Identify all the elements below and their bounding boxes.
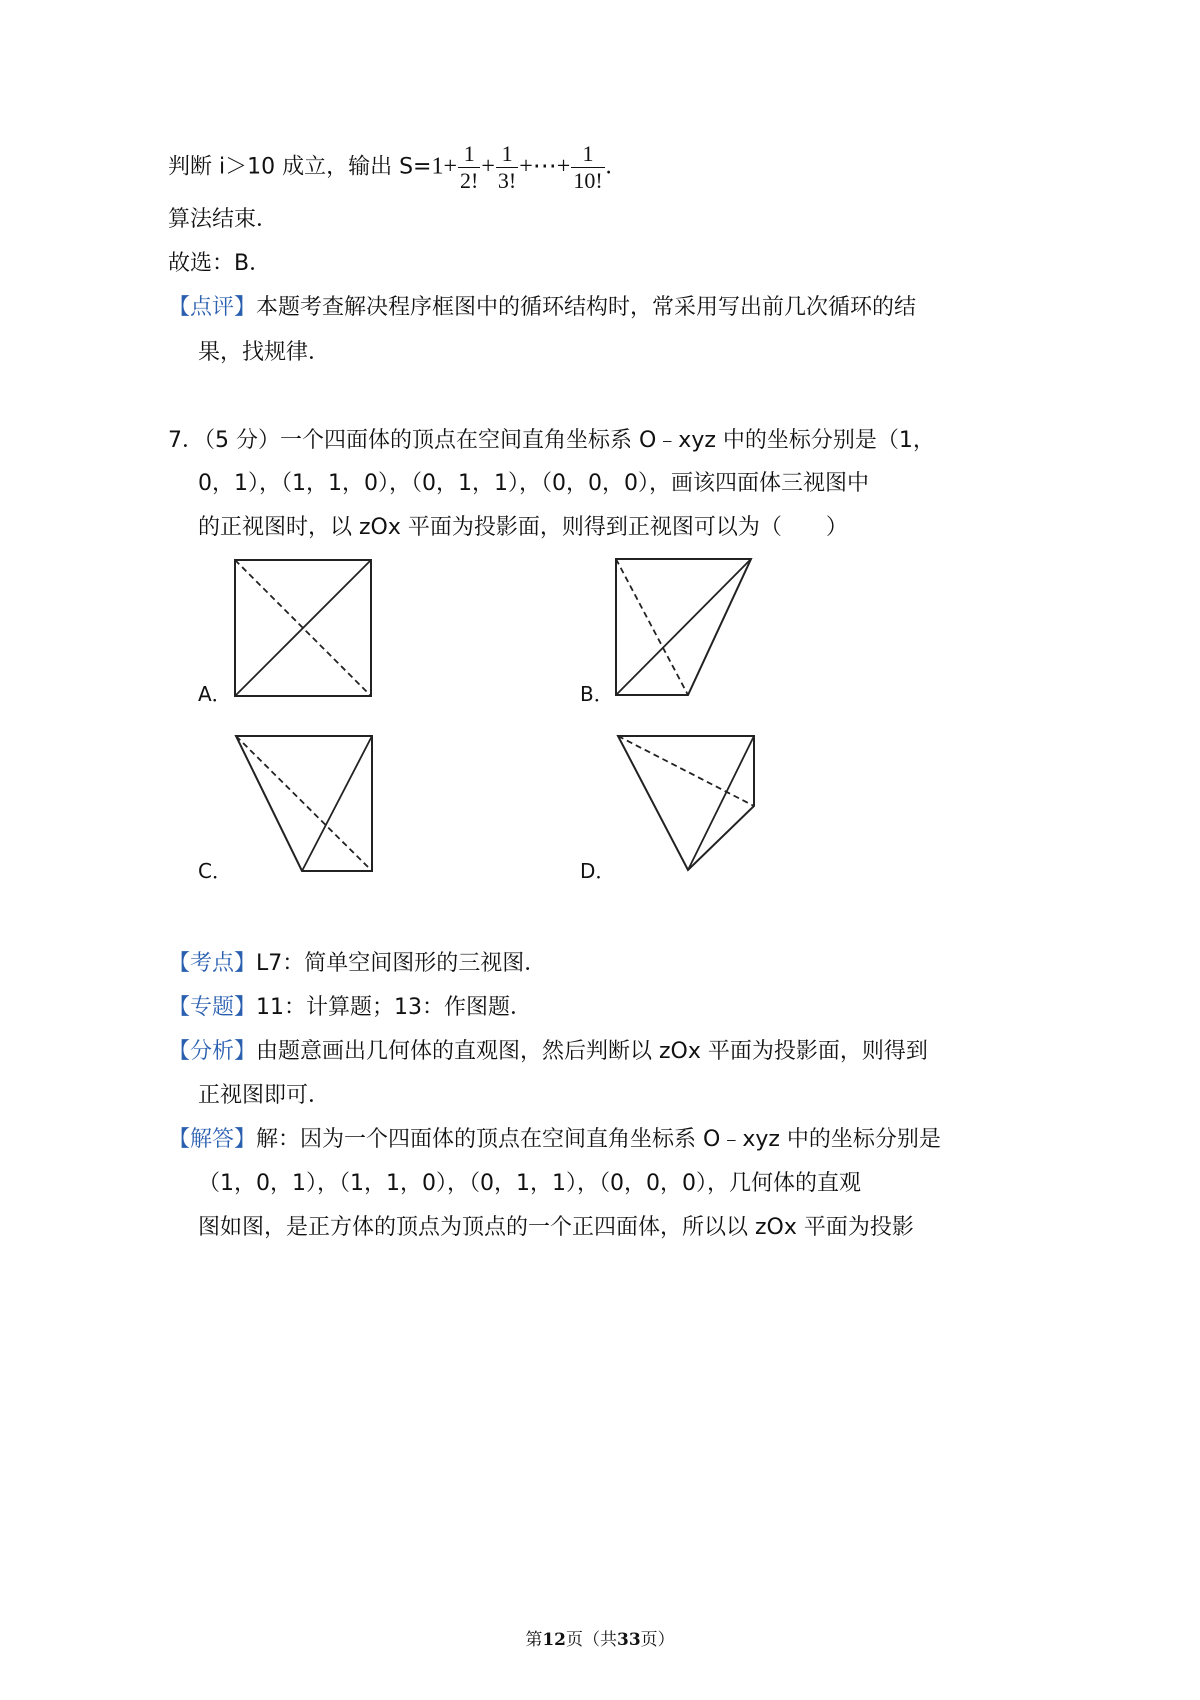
question-7-line-2: 0，1），（1，1，0），（0，1，1），（0，0，0），画该四面体三视图中	[198, 471, 869, 496]
jieda-line-2: （1，0，1），（1，1，0），（0，1，1），（0，0，0），几何体的直观	[198, 1171, 861, 1196]
question-7-line-3: 的正视图时，以 zOx 平面为投影面，则得到正视图可以为（ ）	[198, 515, 848, 540]
fraction-denominator: 10!	[573, 168, 603, 193]
page-footer	[0, 1625, 1200, 1650]
formula-plus-1: +	[443, 153, 458, 180]
fenxi-line-2: 正视图即可．	[198, 1083, 331, 1108]
formula-dots: +⋯+	[519, 153, 571, 180]
kaodian-tag: 【考点】	[168, 951, 257, 976]
footer-page-number: 12	[542, 1630, 566, 1650]
fraction-numerator: 1	[501, 141, 513, 166]
option-a-label: A．	[198, 682, 232, 706]
jieda-text-1: 解：因为一个四面体的顶点在空间直角坐标系 O﹣xyz 中的坐标分别是	[256, 1127, 941, 1152]
option-c-label: C．	[198, 859, 232, 883]
footer-post: 页）	[640, 1630, 675, 1650]
footer-mid: 页（共	[566, 1630, 617, 1650]
option-a-figure	[230, 555, 380, 705]
zhuanti-tag: 【专题】	[168, 995, 257, 1020]
jieda-tag: 【解答】	[168, 1127, 257, 1152]
result-line	[168, 143, 612, 192]
fenxi-tag: 【分析】	[168, 1039, 257, 1064]
option-d-label: D．	[580, 859, 616, 883]
algorithm-end-line: 算法结束．	[168, 207, 279, 232]
result-prefix: 判断 i＞10 成立，输出 S=	[168, 154, 432, 180]
option-d-figure	[610, 730, 760, 880]
option-c-figure	[230, 730, 380, 880]
question-7-line-1: 7．（5 分）一个四面体的顶点在空间直角坐标系 O﹣xyz 中的坐标分别是（1，	[168, 428, 935, 453]
kaodian-text: L7：简单空间图形的三视图．	[256, 951, 547, 976]
fraction-1-over-3	[496, 143, 518, 192]
footer-total-pages: 33	[617, 1630, 641, 1650]
formula-end: .	[605, 153, 612, 180]
footer-pre: 第	[525, 1630, 543, 1650]
formula-plus-2: +	[481, 153, 495, 180]
fraction-numerator: 1	[463, 141, 475, 166]
comment-tag: 【点评】	[168, 295, 257, 320]
answer-line: 故选：B．	[168, 251, 272, 276]
comment-line-2: 果，找规律．	[198, 340, 331, 365]
jieda-line-1	[168, 1122, 941, 1153]
fenxi-line-1	[168, 1034, 928, 1065]
kaodian-line	[168, 946, 546, 977]
fraction-1-over-10	[571, 143, 604, 192]
fraction-numerator: 1	[582, 141, 594, 166]
formula-one: 1	[431, 153, 444, 180]
fenxi-text-1: 由题意画出几何体的直观图，然后判断以 zOx 平面为投影面，则得到	[256, 1039, 928, 1064]
zhuanti-line	[168, 990, 532, 1021]
fraction-denominator: 3!	[497, 168, 517, 193]
zhuanti-text: 11：计算题；13：作图题．	[256, 995, 533, 1020]
option-b-label: B．	[580, 682, 614, 706]
fraction-1-over-2	[458, 143, 480, 192]
comment-text-1: 本题考查解决程序框图中的循环结构时，常采用写出前几次循环的结	[256, 295, 917, 320]
jieda-line-3: 图如图，是正方体的顶点为顶点的一个正四面体，所以以 zOx 平面为投影	[198, 1215, 914, 1240]
fraction-denominator: 2!	[460, 168, 479, 193]
comment-line-1	[168, 290, 916, 321]
option-b-figure	[610, 555, 760, 705]
